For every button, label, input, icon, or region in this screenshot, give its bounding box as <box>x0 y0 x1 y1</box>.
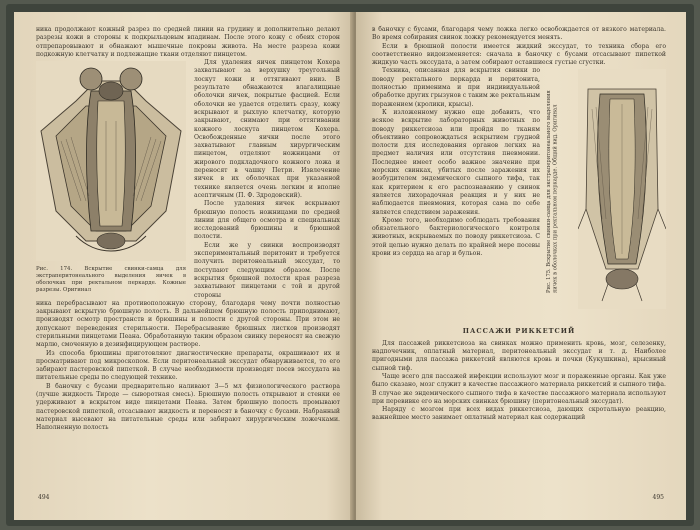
paragraph: в баночку с бусами, благодаря чему ложка легко освобождается от вязкого материала. Во время собирания свинок ложку рекомендуется менять. <box>372 26 666 42</box>
paragraph: ника продолжают кожный разрез по средней линии на грудину и дополнительно делают разрезы кожи в стороны к подкрыльцовым впадинам. После этого кожу с обеих сторон отпрепаровывают и обнажают мышечные покровы живота. На месте разреза кожи подкожную клетчатку и подлежащие ткани отделяют пинцетом. <box>36 26 340 58</box>
right-section-text <box>372 340 666 423</box>
paragraph: ника перебрасывают на противоположную сторону, благодаря чему почти полностью закрывают вскрытую брюшную полость. В дальнейшем брюшную полость приподнимают, производят осмотр пространств и брюшины и полости с другой стороны. При этом не допускают переведения стерильности. Перебрасывание брюшных листков производят стерильными пинцетами Пеана. Обработанную таким образом свинку переносят на свежую марлю, смоченную в дезинфицирующем растворе. <box>36 299 340 349</box>
paragraph: Если в брюшной полости имеется жидкий экссудат, то техника сбора его соответственно видоизменяется: сначала в баночку с бусами отсасывают пипеткой жидкую часть экссудата, а затем собирают оставшиеся густые сгустки. <box>372 42 666 67</box>
paragraph: Наряду с мозгом при всех видах риккетсиоза, дающих скротальную реакцию, важнейшее место занимает оплатный материал как содержащий <box>372 406 666 422</box>
left-top-text <box>36 26 340 59</box>
page-number: 495 <box>652 493 664 501</box>
right-top-text <box>372 26 666 67</box>
dissection-illustration <box>578 69 666 309</box>
left-page <box>14 12 354 520</box>
dissection-illustration <box>36 61 186 261</box>
figure-caption: Рис. 174. Вскрытие свинки-самца для экстраперитонеального выделения яичек в оболочках при ректальном перкарде. Кожные разрезы. Оригинал <box>36 266 186 293</box>
paragraph: Для пассажей риккетсиоза на свинках можно применить кровь, мозг, селезенку, надпочечник, оплатный материал, перитонеальный экссудат и т. д. Наиболее пригодными для пассажа риккетсий являются кровь и почки (Кукушкина), крысиный сыпной тиф. <box>372 339 666 372</box>
paragraph: Чаще всего для пассажей инфекции используют мозг и пораженные органы. Как уже было сказано, мозг служит в качестве пассажного материала риккетсий и сыпного тифа. В случае же эндемического сыпного тифа в качестве пассажного материала используют при перевивке его на морских свинках брюшину (перитонеальный экссудат). <box>372 372 666 405</box>
paragraph: После удаления яичек вскрывают брюшную полость ножницами по средней линии для общего осмотра и специальных исследований брюшины и брюшной полости. <box>194 200 340 241</box>
section-title: ПАССАЖИ РИККЕТСИЙ <box>462 327 576 336</box>
figure-175 <box>548 69 666 319</box>
left-bottom-text <box>36 300 340 433</box>
paragraph: Кроме того, необходимо соблюдать требования обязательного бактериологического контроля животных, вскрываемых по поводу риккетсиоза. С этой целью нужно делать по крайней мере посевы крови из сердца на агар и бульон. <box>372 216 540 258</box>
paragraph: В баночку с бусами предварительно наливают 3—5 мл физиологического раствора (лучше жидкость Тироде — сыворотная смесь). Брюшную полость открывают и стенки ее удерживают в вскрытом виде пинцетами Пеана. Затем брюшную полость промывают пастеровской пипеткой, отсасывают жидкость и переносят в баночку с бусами. Набранный материал высевают на питательные среды или забирают хирургическим ложечками. Наполненную полость <box>36 382 340 432</box>
paragraph: К изложенному нужно еще добавить, что всякое вскрытие лабораторных животных по поводу риккетсиоза или пройдя по тканям объективно сопровождаться вскрытием грудной полости для исследования органов легких на предмет наличия или отсутствия пневмонии. Последнее имеет особо важное значение при морских свинках, убитых после заражения их возбудителем эндемического сыпного тифа, так как критерием к его распознаванию у свинок является лихорадочная реакция и у них не наблюдается пневмония, которая сама по себе является следствием заражения. <box>372 108 540 216</box>
paragraph: Если же у свинки воспроизводят экспериментальный перитонит и требуется получить перитонеальный экссудат, то поступают следующим образом. После вскрытия брюшной полости края разреза захватывают пинцетами с той и другой стороны <box>194 241 340 299</box>
paragraph: Для удаления яичек пинцетом Кохера захватывают за верхушку треугольный лоскут кожи и оттягивают вниз. В результате обнажаются влагалищные оболочки яичек, покрытые фасцией. Если оболочки не удается отделить сразу, кожу вскрывают и рыхлую клетчатку, которую закрывают, снимают при оттягивании кожного лоскута пинцетом Кохера. Освобожденные яички после этого захватывают главным хирургическим пинцетом, отделяют ножницами от жирового подкладочного кожного ложа и переносят в чашку Петри. Извлечение яичек в их оболочках при указанной технике является очень легким и вполне асептичным (П. Ф. Здродовский). <box>194 59 340 199</box>
figure-caption: Рис. 175. Вскрытие свинки-самца для экстраперитонеального выделения яичек в оболочках при ректальном перкарде. Общий вид. Оригинал <box>546 90 559 294</box>
figure-174 <box>36 61 186 293</box>
page-number: 494 <box>38 493 50 501</box>
book-spread <box>6 4 694 526</box>
paragraph: Техника, описанная для вскрытия свинки по поводу ректального перкарда и перитонита, полностью применима и при индивидуальной обработке других грызунов с таким же ректальным поражением (кролики, крысы). <box>372 67 540 108</box>
paragraph: Из способа брюшины приготовляют диагностические препараты, окрашивают их и просматривают под микроскопом. Если перитонеальный экссудат обнаруживается, то его забирают пастеровской пипеткой. В случае необходимости производят посев экссудата на питательные среды по следующей технике. <box>36 349 340 382</box>
right-page <box>356 12 686 520</box>
